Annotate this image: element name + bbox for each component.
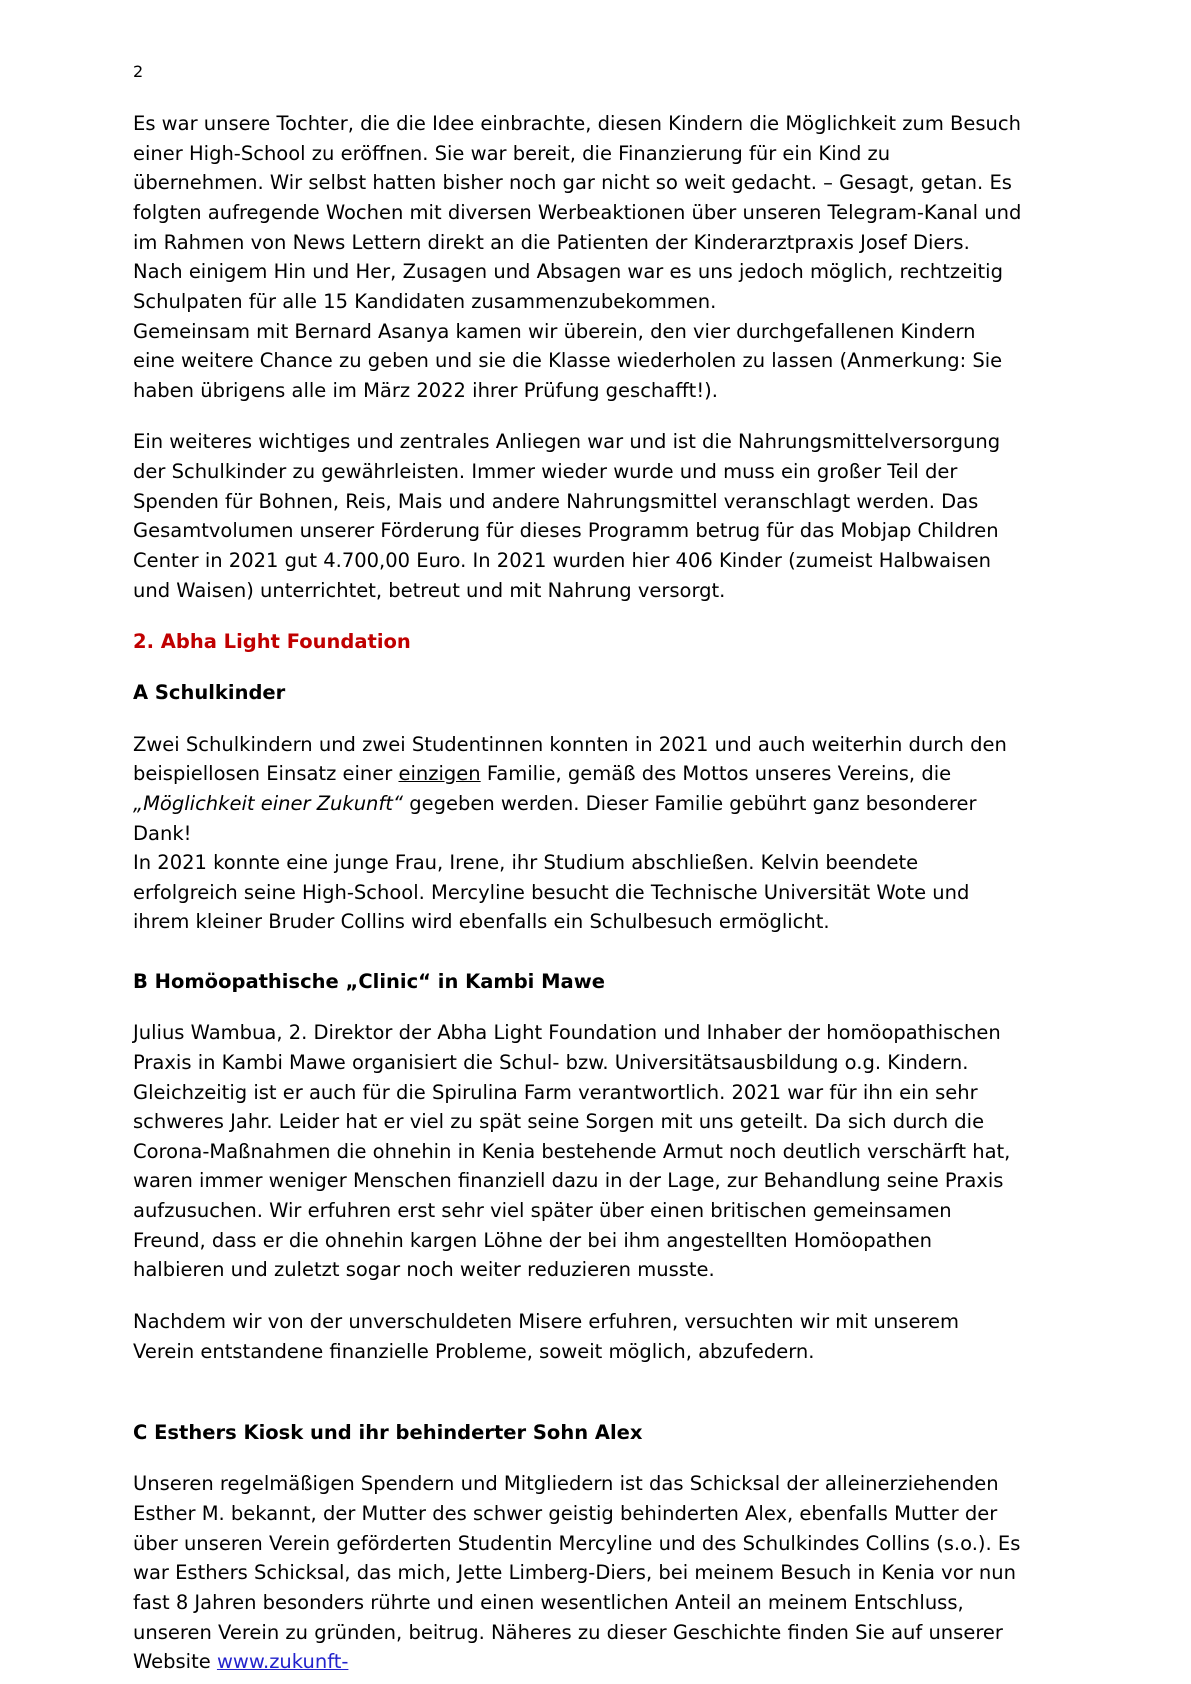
paragraph-4 (133, 730, 1023, 849)
spacer (133, 656, 1023, 678)
section-heading-abha-light-foundation: 2. Abha Light Foundation (133, 630, 411, 654)
page-number: 2 (133, 62, 144, 81)
paragraph-4-text-start: Zwei Schulkindern und zwei Studentinnen konnten in 2021 und auch weiterhin durch den beispiellosen Einsatz einer (133, 732, 1007, 786)
website-link[interactable]: www.zukunft- (216, 1650, 349, 1674)
spacer (133, 937, 1023, 967)
spacer (133, 1396, 1023, 1418)
page-content (133, 62, 1023, 1677)
paragraph-4-text-end: gegeben werden. Dieser Familie gebührt ganz besonderer Dank! (133, 791, 977, 845)
subheading-b-homoeopathische-clinic: B Homöopathische „Clinic“ in Kambi Mawe (133, 970, 605, 994)
paragraph-1: Es war unsere Tochter, die die Idee einbrachte, diesen Kindern die Möglichkeit zum Besuch einer High-School zu eröffnen. Sie war bereit, die Finanzierung für ein Kind zu übernehmen. Wir selbst hatten bisher noch gar nicht so weit gedacht. – Gesagt, getan. Es folgten aufregende Wochen mit diversen Werbeaktionen über unseren Telegram-Kanal und im Rahmen von News Lettern direkt an die Patienten der Kinderarztpraxis Josef Diers. Nach einigem Hin und Her, Zusagen und Absagen war es uns jedoch möglich, rechtzeitig Schulpaten für alle 15 Kandidaten zusammenzubekommen. (133, 112, 1022, 313)
paragraph-8-text: Unseren regelmäßigen Spendern und Mitgliedern ist das Schicksal der alleinerziehenden Esther M. bekannt, der Mutter des schwer geistig behinderten Alex, ebenfalls Mutter der über unseren Verein geförderten Studentin Mercyline und des Schulkindes Collins (s.o.). Es war Esthers Schicksal, das mich, Jette Limberg-Diers, bei meinem Besuch in Kenia vor nun fast 8 Jahren besonders rührte und einen wesentlichen Anteil an meinem Entschluss, unseren Verein zu gründen, beitrug. Näheres zu dieser Geschichte finden Sie auf unserer Website (133, 1472, 1021, 1674)
spacer (133, 1366, 1023, 1396)
spacer (133, 605, 1023, 627)
paragraph-4-motto-quote: „Möglichkeit einer Zukunft“ (133, 791, 404, 815)
spacer (133, 996, 1023, 1018)
spacer (133, 405, 1023, 427)
paragraph-8 (133, 1469, 1023, 1676)
paragraph-6: Julius Wambua, 2. Direktor der Abha Light Foundation und Inhaber der homöopathischen Praxis in Kambi Mawe organisiert die Schul- bzw. Universitätsausbildung o.g. Kindern. Gleichzeitig ist er auch für die Spirulina Farm verantwortlich. 2021 war für ihn ein sehr schweres Jahr. Leider hat er viel zu spät seine Sorgen mit uns geteilt. Da sich durch die Corona-Maßnahmen die ohnehin in Kenia bestehende Armut noch deutlich verschärft hat, waren immer weniger Menschen finanziell dazu in der Lage, zur Behandlung seine Praxis aufzusuchen. Wir erfuhren erst sehr viel später über einen britischen gemeinsamen Freund, dass er die ohnehin kargen Löhne der bei ihm angestellten Homöopathen halbieren und zuletzt sogar noch weiter reduzieren musste. (133, 1021, 1011, 1282)
subheading-a-schulkinder: A Schulkinder (133, 681, 286, 705)
paragraph-2: Gemeinsam mit Bernard Asanya kamen wir überein, den vier durchgefallenen Kindern eine weitere Chance zu geben und sie die Klasse wiederholen zu lassen (Anmerkung: Sie haben übrigens alle im März 2022 ihrer Prüfung geschafft!). (133, 319, 1003, 402)
spacer (133, 708, 1023, 730)
paragraph-4-emphasis-einzigen: einzigen (398, 762, 481, 786)
paragraph-7: Nachdem wir von der unverschuldeten Misere erfuhren, versuchten wir mit unserem Verein entstandene finanzielle Probleme, soweit möglich, abzufedern. (133, 1309, 960, 1363)
paragraph-3: Ein weiteres wichtiges und zentrales Anliegen war und ist die Nahrungsmittelversorgung der Schulkinder zu gewährleisten. Immer wieder wurde und muss ein großer Teil der Spenden für Bohnen, Reis, Mais und andere Nahrungsmittel veranschlagt werden. Das Gesamtvolumen unserer Förderung für dieses Programm betrug für das Mobjap Children Center in 2021 gut 4.700,00 Euro. In 2021 wurden hier 406 Kinder (zumeist Halbwaisen und Waisen) unterrichtet, betreut und mit Nahrung versorgt. (133, 430, 1001, 602)
spacer (133, 1285, 1023, 1307)
spacer (133, 1447, 1023, 1469)
paragraph-5: In 2021 konnte eine junge Frau, Irene, ihr Studium abschließen. Kelvin beendete erfolgreich seine High-School. Mercyline besucht die Technische Universität Wote und ihrem kleiner Bruder Collins wird ebenfalls ein Schulbesuch ermöglicht. (133, 851, 970, 934)
paragraph-4-text-middle: Familie, gemäß des Mottos unseres Vereins, die (480, 762, 952, 786)
subheading-c-esthers-kiosk: C Esthers Kiosk und ihr behinderter Sohn Alex (133, 1421, 643, 1445)
